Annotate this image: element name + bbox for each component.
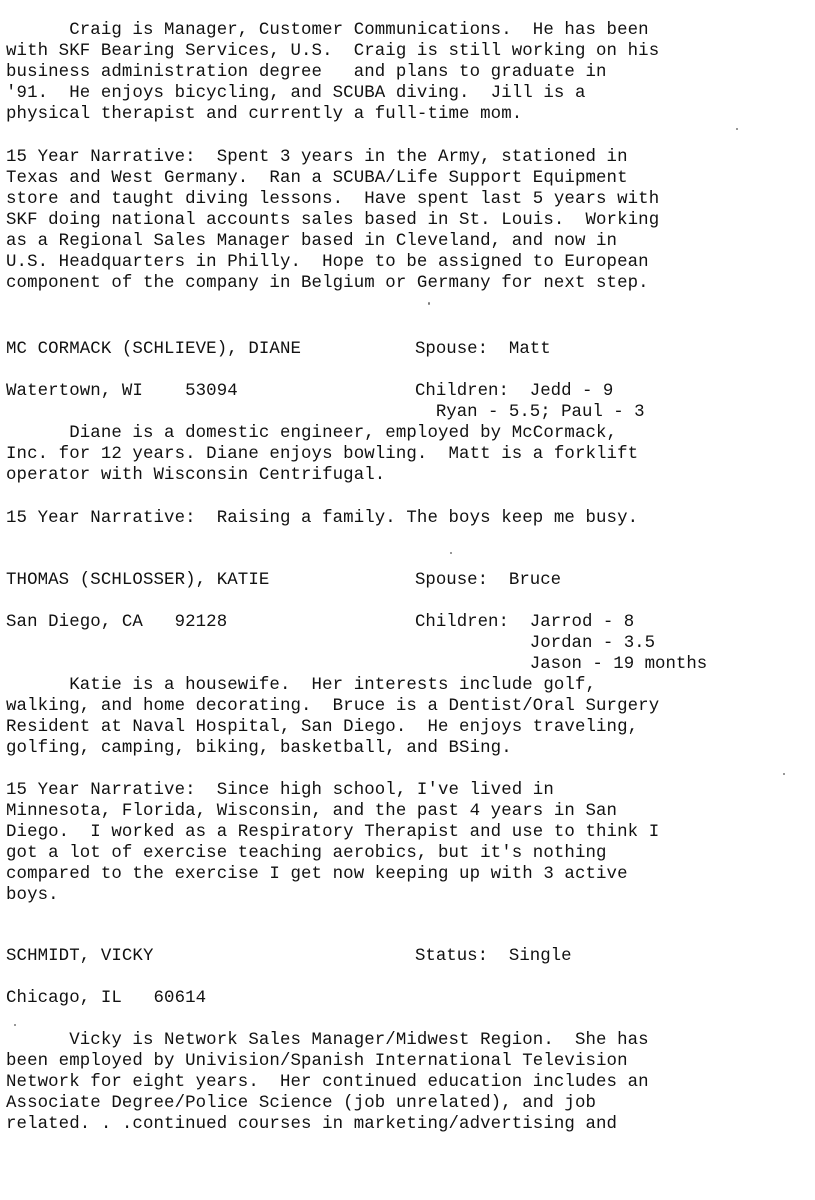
scan-speck (14, 1024, 16, 1026)
narrative-line: boys. (6, 886, 59, 905)
bio-line: Associate Degree/Police Science (job unrelated), and job (6, 1094, 597, 1113)
bio-line: Diane is a domestic engineer, employed by McCormack, (6, 424, 618, 443)
narrative-line: U.S. Headquarters in Philly. Hope to be assigned to European (6, 253, 649, 272)
status-field: Status: Single (415, 947, 572, 966)
bio-line: operator with Wisconsin Centrifugal. (6, 466, 386, 485)
children-field: Children: Jedd - 9 (415, 382, 614, 401)
narrative-line: SKF doing national accounts sales based in St. Louis. Working (6, 211, 660, 230)
bio-line: been employed by Univision/Spanish International Television (6, 1052, 628, 1071)
narrative-line: 15 Year Narrative: Since high school, I've lived in (6, 781, 554, 800)
scan-speck (450, 552, 452, 554)
narrative-line: Diego. I worked as a Respiratory Therapist and use to think I (6, 823, 660, 842)
bio-line: Network for eight years. Her continued education includes an (6, 1073, 649, 1092)
children-field: Jordan - 3.5 (415, 634, 656, 653)
entry-address: San Diego, CA 92128 (6, 613, 228, 632)
bio-line: related. . .continued courses in marketing/advertising and (6, 1115, 618, 1134)
bio-line: Vicky is Network Sales Manager/Midwest Region. She has (6, 1031, 649, 1050)
narrative-line: compared to the exercise I get now keeping up with 3 active (6, 865, 628, 884)
entry-address: Chicago, IL 60614 (6, 989, 207, 1008)
children-field: Jason - 19 months (415, 655, 708, 674)
narrative-line: store and taught diving lessons. Have spent last 5 years with (6, 190, 660, 209)
bio-line: Resident at Naval Hospital, San Diego. He enjoys traveling, (6, 718, 639, 737)
bio-line: Katie is a housewife. Her interests include golf, (6, 676, 597, 695)
bio-line: golfing, camping, biking, basketball, and BSing. (6, 739, 512, 758)
scan-speck (736, 128, 738, 130)
spouse-field: Spouse: Matt (415, 340, 551, 359)
bio-line: with SKF Bearing Services, U.S. Craig is still working on his (6, 42, 660, 61)
narrative-line: 15 Year Narrative: Spent 3 years in the Army, stationed in (6, 148, 628, 167)
bio-line: business administration degree and plans to graduate in (6, 63, 607, 82)
narrative-line: got a lot of exercise teaching aerobics, but it's nothing (6, 844, 607, 863)
narrative-line: 15 Year Narrative: Raising a family. The boys keep me busy. (6, 509, 639, 528)
entry-name: SCHMIDT, VICKY (6, 947, 154, 966)
children-field: Ryan - 5.5; Paul - 3 (415, 403, 645, 422)
scan-speck (428, 302, 430, 305)
entry-address: Watertown, WI 53094 (6, 382, 238, 401)
narrative-line: Texas and West Germany. Ran a SCUBA/Life Support Equipment (6, 169, 628, 188)
bio-line: walking, and home decorating. Bruce is a Dentist/Oral Surgery (6, 697, 660, 716)
entry-name: MC CORMACK (SCHLIEVE), DIANE (6, 340, 302, 359)
narrative-line: component of the company in Belgium or Germany for next step. (6, 274, 649, 293)
bio-line: physical therapist and currently a full-time mom. (6, 105, 523, 124)
narrative-line: as a Regional Sales Manager based in Cleveland, and now in (6, 232, 618, 251)
bio-line: Inc. for 12 years. Diane enjoys bowling. Matt is a forklift (6, 445, 639, 464)
scan-speck (783, 773, 785, 775)
bio-line: '91. He enjoys bicycling, and SCUBA diving. Jill is a (6, 84, 586, 103)
spouse-field: Spouse: Bruce (415, 571, 562, 590)
children-field: Children: Jarrod - 8 (415, 613, 635, 632)
narrative-line: Minnesota, Florida, Wisconsin, and the past 4 years in San (6, 802, 618, 821)
bio-line: Craig is Manager, Customer Communications. He has been (6, 21, 649, 40)
entry-name: THOMAS (SCHLOSSER), KATIE (6, 571, 270, 590)
